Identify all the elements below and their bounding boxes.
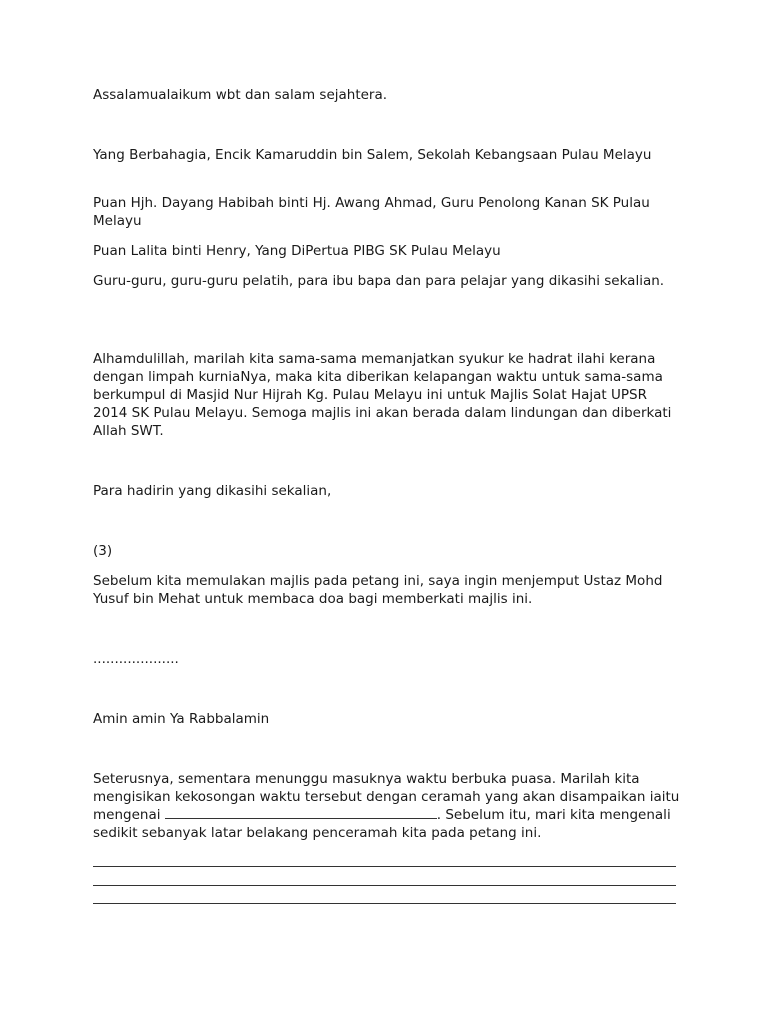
section-number: (3) bbox=[93, 543, 113, 559]
blank-rule-line-2 bbox=[93, 885, 676, 886]
invitation-paragraph: Sebelum kita memulakan majlis pada petang ini, saya ingin menjemput Ustaz Mohd Yusuf bin Mehat untuk membaca doa bagi memberkati majlis ini. bbox=[93, 573, 663, 607]
salutation-audience: Guru-guru, guru-guru pelatih, para ibu bapa dan para pelajar yang dikasihi sekalian. bbox=[93, 273, 665, 289]
amin-line: Amin amin Ya Rabbalamin bbox=[93, 711, 270, 727]
blank-rule-line-3 bbox=[93, 903, 676, 904]
salutation-pibg: Puan Lalita binti Henry, Yang DiPertua PIBG SK Pulau Melayu bbox=[93, 243, 501, 259]
closing-text-part2: . Sebelum itu, mari kita mengenali sedikit sebanyak latar belakang penceramah kita pada petang ini. bbox=[93, 807, 671, 841]
salutation-senior-teacher: Puan Hjh. Dayang Habibah binti Hj. Awang Ahmad, Guru Penolong Kanan SK Pulau Melayu bbox=[93, 195, 650, 229]
audience-address: Para hadirin yang dikasihi sekalian, bbox=[93, 483, 332, 499]
greeting-line: Assalamualaikum wbt dan salam sejahtera. bbox=[93, 87, 388, 103]
salutation-chairman: Yang Berbahagia, Encik Kamaruddin bin Salem, Sekolah Kebangsaan Pulau Melayu bbox=[93, 147, 652, 163]
closing-text-part1: Seterusnya, sementara menunggu masuknya waktu berbuka puasa. Marilah kita mengisikan kekosongan waktu tersebut dengan ceramah yang akan disampaikan iaitu mengenai bbox=[93, 771, 680, 823]
blank-rule-line-1 bbox=[93, 866, 676, 867]
opening-paragraph: Alhamdulillah, marilah kita sama-sama memanjatkan syukur ke hadrat ilahi kerana dengan limpah kurniaNya, maka kita diberikan kelapangan waktu untuk sama-sama berkumpul di Masjid Nur Hijrah Kg. Pulau Melayu ini untuk Majlis Solat Hajat UPSR 2014 SK Pulau Melayu. Semoga majlis ini akan berada dalam lindungan dan diberkati Allah SWT. bbox=[93, 351, 672, 439]
ellipsis-placeholder: .................... bbox=[93, 651, 179, 667]
closing-paragraph bbox=[93, 770, 683, 842]
topic-blank-line bbox=[165, 807, 437, 819]
